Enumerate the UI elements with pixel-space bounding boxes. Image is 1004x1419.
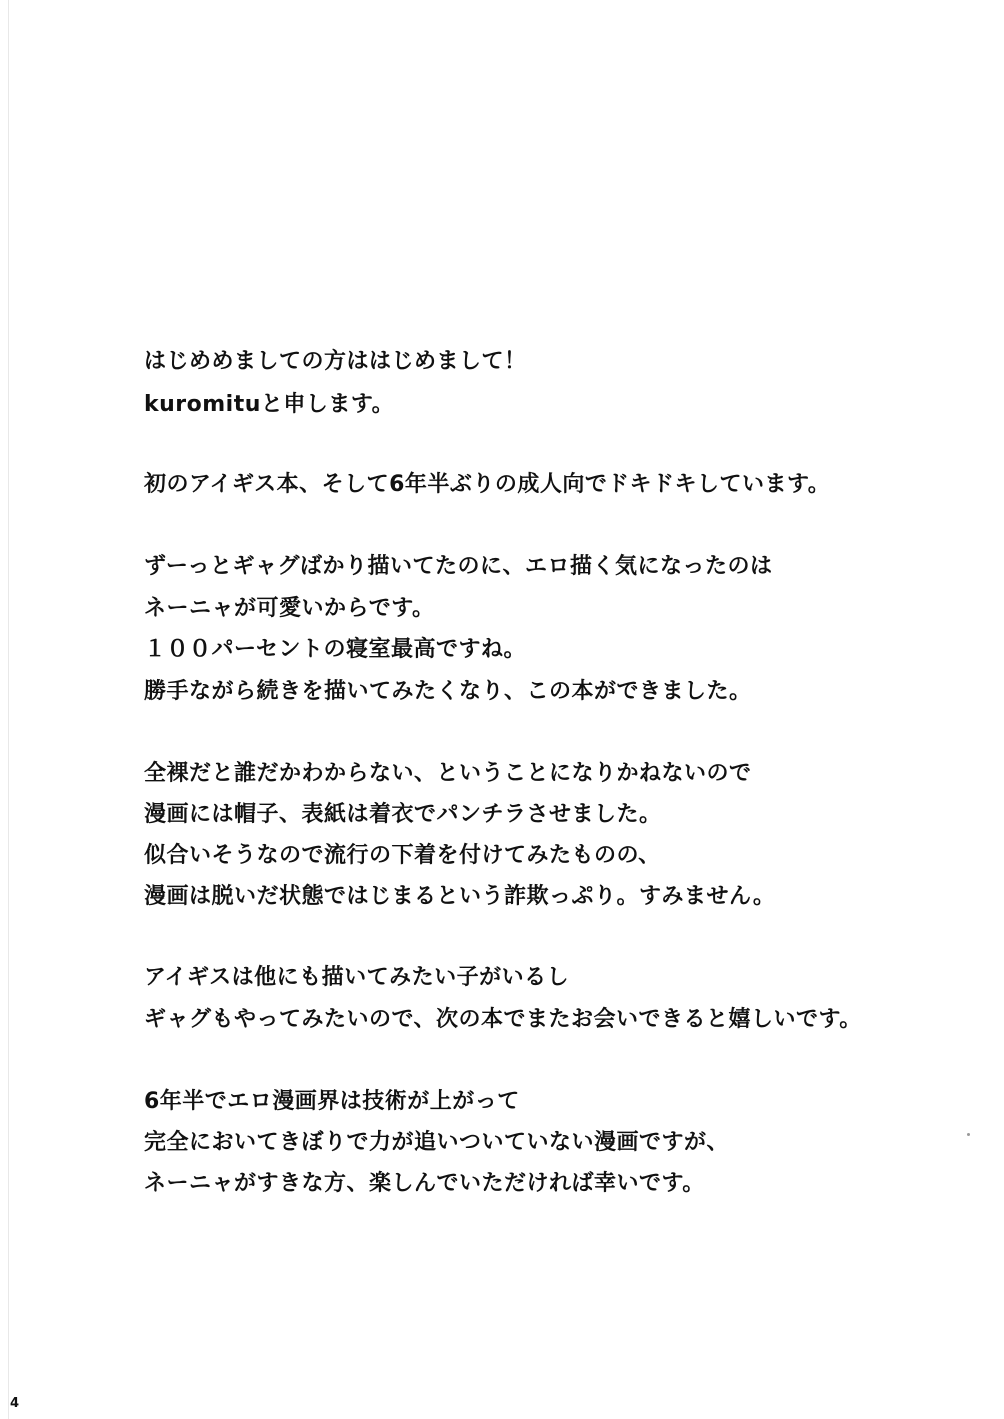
text-line: 6年半でエロ漫画界は技術が上がって — [144, 1089, 520, 1114]
text-line: 勝手ながら続きを描いてみたくなり、この本ができました。 — [144, 679, 752, 704]
text-line: ネーニャがすきな方、楽しんでいただければ幸いです。 — [144, 1171, 705, 1196]
text-line: １００パーセントの寝室最高ですね。 — [144, 637, 527, 662]
text-line: 似合いそうなので流行の下着を付けてみたものの、 — [144, 843, 661, 868]
scan-speck — [967, 1133, 970, 1136]
text-line: アイギスは他にも描いてみたい子がいるし — [144, 965, 570, 990]
text-line: 全裸だと誰だかわからない、ということになりかねないので — [144, 761, 752, 786]
text-line: 完全においてきぼりで力が追いついていない漫画ですが、 — [144, 1130, 730, 1155]
text-line: kuromituと申します。 — [144, 392, 395, 417]
page-number: 4 — [10, 1396, 20, 1411]
text-line: 漫画は脱いだ状態ではじまるという詐欺っぷり。すみません。 — [144, 884, 776, 909]
text-line: 初のアイギス本、そして6年半ぶりの成人向でドキドキしています。 — [144, 472, 831, 497]
text-line: はじめめましての方ははじめまして！ — [144, 349, 527, 374]
text-line: ネーニャが可愛いからです。 — [144, 596, 435, 621]
page-edge-line — [8, 0, 9, 1419]
text-line: ギャグもやってみたいので、次の本でまたお会いできると嬉しいです。 — [144, 1007, 862, 1032]
text-line: 漫画には帽子、表紙は着衣でパンチラさせました。 — [144, 802, 662, 827]
text-line: ずーっとギャグばかり描いてたのに、エロ描く気になったのは — [144, 554, 773, 579]
